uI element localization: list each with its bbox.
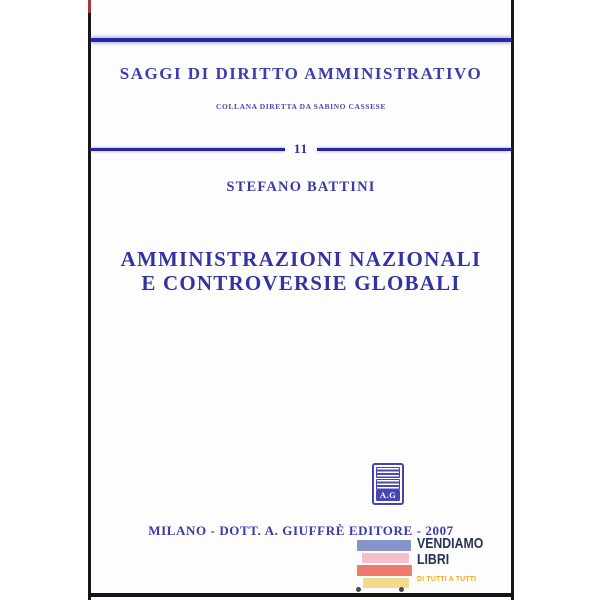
cover-top-rule: [91, 38, 511, 42]
cover-left-border: [88, 0, 91, 600]
publisher-logo-icon: [372, 463, 404, 505]
book-stack-bar-pink: [362, 553, 409, 563]
cart-wheel-icon: [356, 587, 361, 592]
book-title: [88, 247, 514, 295]
book-cover: [88, 0, 514, 600]
seller-name-line1: VENDIAMO: [417, 535, 484, 552]
cart-wheel-icon: [399, 587, 404, 592]
divider-line-left: [91, 148, 285, 151]
book-title-line1: AMMINISTRAZIONI NAZIONALI: [120, 247, 482, 271]
book-stack-bar-blue: [357, 540, 411, 551]
series-subtitle: COLLANA DIRETTA DA SABINO CASSESE: [215, 102, 387, 111]
logo-stripe-block-top: [376, 467, 400, 478]
seller-name: [417, 536, 485, 583]
series-number-divider: [91, 138, 511, 160]
publisher-imprint: MILANO - DOTT. A. GIUFFRÈ EDITORE - 2007: [148, 523, 454, 538]
seller-tagline: DI TUTTI A TUTTI: [417, 574, 477, 583]
cover-left-border-red-accent: [88, 0, 91, 13]
publisher-logo-letters: A.G: [376, 490, 400, 501]
series-title: SAGGI DI DIRITTO AMMINISTRATIVO: [119, 64, 483, 83]
seller-watermark-logo: [355, 536, 485, 594]
book-title-line2: E CONTROVERSIE GLOBALI: [141, 271, 461, 295]
logo-stripe-block-middle: [376, 479, 400, 490]
book-stack-bar-coral: [357, 565, 412, 576]
cover-right-border: [511, 0, 514, 600]
series-number: 11: [293, 141, 309, 156]
author-name: STEFANO BATTINI: [226, 179, 376, 195]
divider-line-right: [317, 148, 511, 151]
seller-name-line2: LIBRI: [417, 551, 450, 568]
